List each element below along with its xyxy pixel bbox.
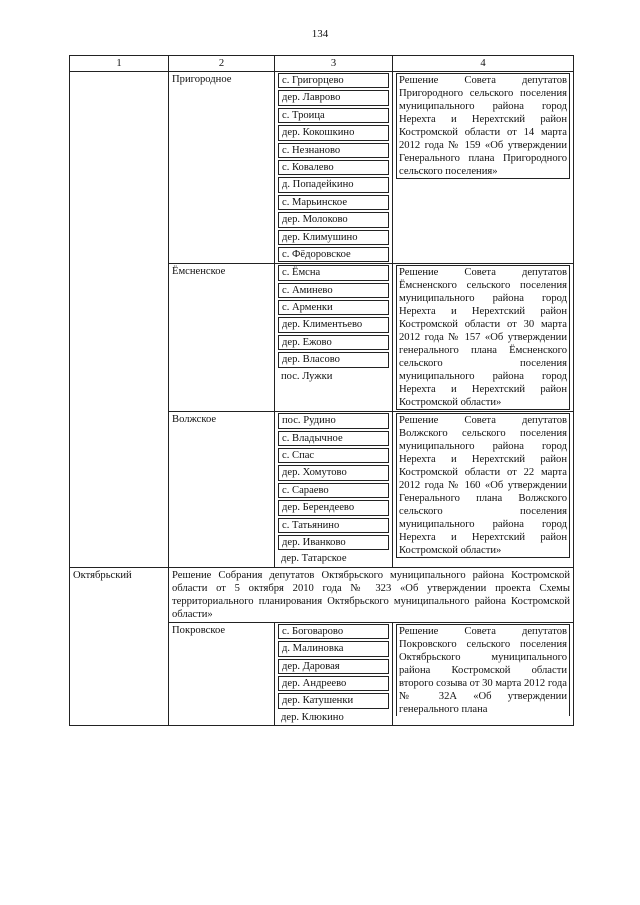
village: с. Аминево <box>278 283 389 298</box>
village: дер. Татарское <box>281 553 347 565</box>
village: дер. Даровая <box>278 659 389 674</box>
village-list <box>275 412 393 568</box>
village-list <box>275 622 393 725</box>
village: с. Владычное <box>278 431 389 446</box>
village: дер. Катушенки <box>278 693 389 708</box>
village: с. Боговарово <box>278 624 389 639</box>
village: с. Ёмсна <box>278 265 389 280</box>
village: дер. Климушино <box>278 230 389 245</box>
decision-cell <box>393 412 574 568</box>
village: пос. Рудино <box>278 413 389 428</box>
district-cell-empty <box>70 72 169 568</box>
settlement-name: Покровское <box>169 622 275 725</box>
village: дер. Кокошкино <box>278 125 389 140</box>
village: дер. Ежово <box>278 335 389 350</box>
village: дер. Иванково <box>278 535 389 550</box>
decision-text: Решение Совета депутатов Ёмсненского сельского поселения муниципального района город Нерехта и Нерехтский район Костромской области от 30 марта 2012 года № 157 «Об утверждении генерального плана Ёмсненского сельского поселения муниципального района город Нерехта и Нерехтский район Костромской области» <box>396 265 570 410</box>
village: с. Фёдоровское <box>278 247 389 262</box>
village: с. Незнаново <box>278 143 389 158</box>
village: дер. Хомутово <box>278 465 389 480</box>
decision-text: Решение Совета депутатов Волжского сельского поселения муниципального района город Нерехта и Нерехтский район Костромской области от 22 марта 2012 года № 160 «Об утверждении Генерального плана Волжского сельского поселения муниципального района город Нерехта и Нерехтский район Костромской области» <box>396 413 570 558</box>
header-col-2: 2 <box>169 56 275 72</box>
settlement-name: Волжское <box>169 412 275 568</box>
table-row <box>70 567 574 622</box>
village: дер. Климентьево <box>278 317 389 332</box>
page-number: 134 <box>311 28 329 40</box>
village: с. Спас <box>278 448 389 463</box>
village: с. Григорцево <box>278 73 389 88</box>
village: с. Сараево <box>278 483 389 498</box>
header-col-1: 1 <box>70 56 169 72</box>
village-list <box>275 72 393 264</box>
village: дер. Молоково <box>278 212 389 227</box>
village: д. Малиновка <box>278 641 389 656</box>
village: пос. Лужки <box>281 370 333 382</box>
village: дер. Клюкино <box>281 711 344 723</box>
village: дер. Лаврово <box>278 90 389 105</box>
settlement-name: Ёмсненское <box>169 264 275 412</box>
village: с. Татьянино <box>278 518 389 533</box>
settlement-name: Пригородное <box>169 72 275 264</box>
village: с. Арменки <box>278 300 389 315</box>
settlements-table <box>69 55 574 726</box>
district-decision: Решение Собрания депутатов Октябрьского муниципального района Костромской области от 5 октября 2010 года № 323 «Об утверждении проекта Схемы территориального планирования Октябрьского муниципального района Костромской области» <box>169 567 574 622</box>
header-col-4: 4 <box>393 56 574 72</box>
village: дер. Власово <box>278 352 389 367</box>
decision-cell <box>393 622 574 725</box>
header-col-3: 3 <box>275 56 393 72</box>
village-list <box>275 264 393 412</box>
district-name: Октябрьский <box>70 567 169 725</box>
table-row <box>70 72 574 264</box>
decision-cell <box>393 72 574 264</box>
village: с. Троица <box>278 108 389 123</box>
decision-cell <box>393 264 574 412</box>
village: с. Марьинское <box>278 195 389 210</box>
village: дер. Андреево <box>278 676 389 691</box>
table-header-row <box>70 56 574 72</box>
decision-text: Решение Совета депутатов Покровского сельского поселения Октябрьского муниципального района Костромской области второго созыва от 30 марта 2012 года № 32А «Об утверждении генерального плана <box>396 624 570 716</box>
village: д. Попадейкино <box>278 177 389 192</box>
village: с. Ковалево <box>278 160 389 175</box>
decision-text: Решение Совета депутатов Пригородного сельского поселения муниципального района город Нерехта и Нерехтский район Костромской области от 14 марта 2012 года № 159 «Об утверждении Генерального плана Пригородного сельского поселения» <box>396 73 570 179</box>
village: дер. Берендеево <box>278 500 389 515</box>
